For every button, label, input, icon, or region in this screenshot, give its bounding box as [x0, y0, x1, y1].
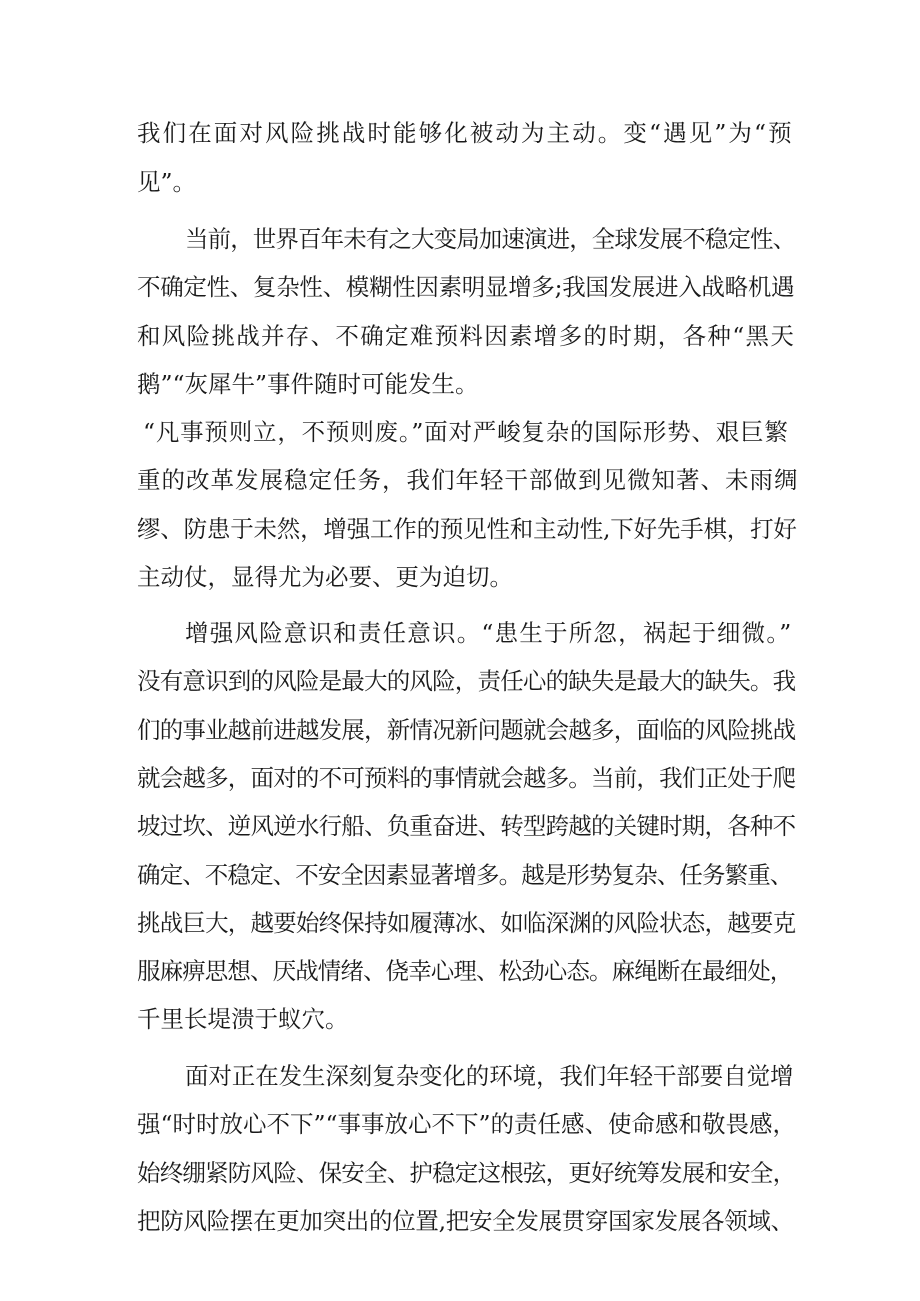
text-line: 千里长堤溃于蚁穴。 [137, 1005, 349, 1033]
text-line: 坡过坎、逆风逆水行船、负重奋进、转型跨越的关键时期，各种不 [137, 812, 796, 840]
text-line: 面对正在发生深刻复杂变化的环境，我们年轻干部要自觉增 [185, 1062, 794, 1090]
text-line: 不确定性、复杂性、模糊性因素明显增多;我国发展进入战略机遇 [137, 273, 795, 301]
text-line: 主动仗，显得尤为必要、更为迫切。 [137, 563, 513, 591]
text-line: 挑战巨大，越要始终保持如履薄冰、如临深渊的风险状态，越要克 [137, 909, 796, 937]
text-line: 就会越多，面对的不可预料的事情就会越多。当前，我们正处于爬 [137, 764, 796, 792]
text-line: 确定、不稳定、不安全因素显著增多。越是形势复杂、任务繁重、 [137, 861, 793, 889]
text-line: 重的改革发展稳定任务，我们年轻干部做到见微知著、未雨绸 [137, 466, 799, 494]
text-line: “凡事预则立，不预则废。”面对严峻复杂的国际形势、艰巨繁 [143, 418, 789, 446]
text-line: 没有意识到的风险是最大的风险，责任心的缺失是最大的缺失。我 [137, 667, 796, 695]
text-line: 见”。 [137, 168, 197, 196]
text-line: 们的事业越前进越发展，新情况新问题就会越多，面临的风险挑战 [137, 716, 796, 744]
text-line: 始终绷紧防风险、保安全、护稳定这根弦，更好统筹发展和安全， [137, 1159, 796, 1187]
text-line: 强“时时放心不下”“事事放心不下”的责任感、使命感和敬畏感， [137, 1110, 797, 1138]
text-line: 我们在面对风险挑战时能够化被动为主动。变“遇见”为“预 [137, 119, 794, 147]
text-line: 缪、防患于未然，增强工作的预见性和主动性,下好先手棋，打好 [137, 515, 797, 543]
text-line: 和风险挑战并存、不确定难预料因素增多的时期，各种“黑天 [137, 322, 796, 350]
text-line: 增强风险意识和责任意识。“患生于所忽，祸起于细微。” [185, 619, 793, 647]
text-line: 鹅”“灰犀牛”事件随时可能发生。 [137, 370, 479, 398]
text-line: 服麻痹思想、厌战情绪、侥幸心理、松劲心态。麻绳断在最细处， [137, 957, 793, 985]
text-line: 当前，世界百年未有之大变局加速演进，全球发展不稳定性、 [185, 225, 796, 253]
text-line: 把防风险摆在更加突出的位置,把安全发展贯穿国家发展各领域、 [137, 1207, 794, 1235]
